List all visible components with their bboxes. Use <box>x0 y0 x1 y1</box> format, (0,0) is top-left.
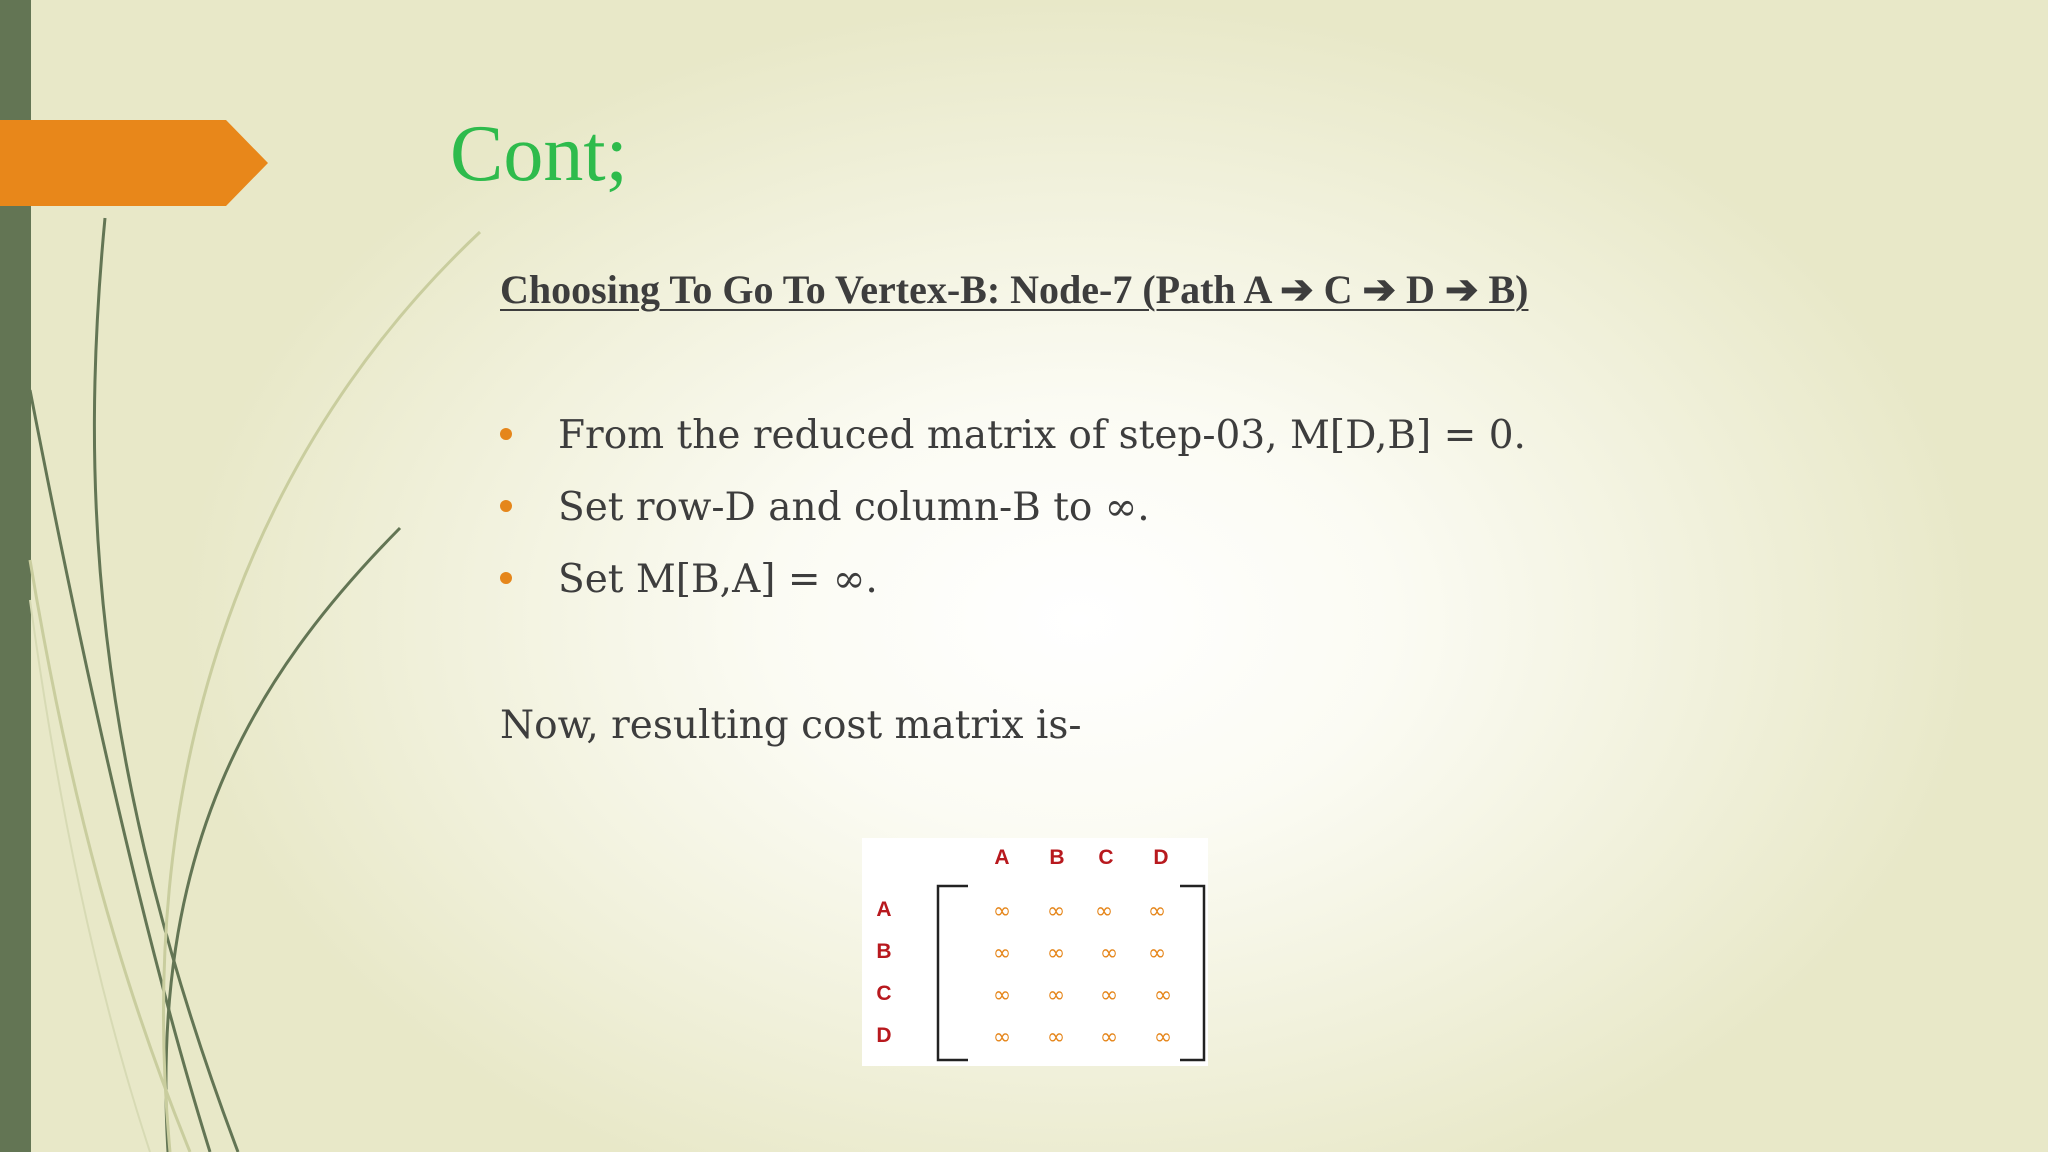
matrix-cell: ∞ <box>1046 941 1066 966</box>
cost-matrix-image <box>862 838 1208 1066</box>
bullet-text: From the reduced matrix of step-03, M[D,B] = 0. <box>558 413 1526 458</box>
matrix-cell: ∞ <box>1099 1025 1119 1050</box>
matrix-cell: ∞ <box>1153 983 1173 1008</box>
matrix-row-label: D <box>876 1024 892 1047</box>
slide-subtitle: Choosing To Go To Vertex-B: Node-7 (Path A ➔ C ➔ D ➔ B) <box>500 267 1529 312</box>
matrix-cell: ∞ <box>1153 1025 1173 1050</box>
matrix-column-label: B <box>1049 846 1065 869</box>
matrix-cell: ∞ <box>992 941 1012 966</box>
bullet-dot-icon <box>500 572 512 584</box>
matrix-row-label: C <box>876 982 892 1005</box>
matrix-cell: ∞ <box>1094 899 1114 924</box>
title-arrow-shape <box>0 120 268 206</box>
matrix-cell: ∞ <box>1046 899 1066 924</box>
matrix-column-label: C <box>1098 846 1114 869</box>
bullet-text: Set row-D and column-B to ∞. <box>558 485 1150 530</box>
matrix-cell: ∞ <box>992 983 1012 1008</box>
resulting-matrix-caption: Now, resulting cost matrix is- <box>500 703 1082 748</box>
matrix-cell: ∞ <box>1099 983 1119 1008</box>
matrix-cell: ∞ <box>1046 1025 1066 1050</box>
slide-title: Cont; <box>450 110 628 198</box>
matrix-row-label: A <box>876 898 892 921</box>
matrix-row-label: B <box>876 940 892 963</box>
matrix-cell: ∞ <box>1046 983 1066 1008</box>
matrix-column-label: D <box>1153 846 1169 869</box>
matrix-column-label: A <box>994 846 1010 869</box>
bullet-dot-icon <box>500 500 512 512</box>
bullet-dot-icon <box>500 428 512 440</box>
matrix-cell: ∞ <box>992 899 1012 924</box>
matrix-cell: ∞ <box>1147 899 1167 924</box>
matrix-cell: ∞ <box>992 1025 1012 1050</box>
matrix-cell: ∞ <box>1099 941 1119 966</box>
bullet-text: Set M[B,A] = ∞. <box>558 557 878 602</box>
matrix-cell: ∞ <box>1147 941 1167 966</box>
